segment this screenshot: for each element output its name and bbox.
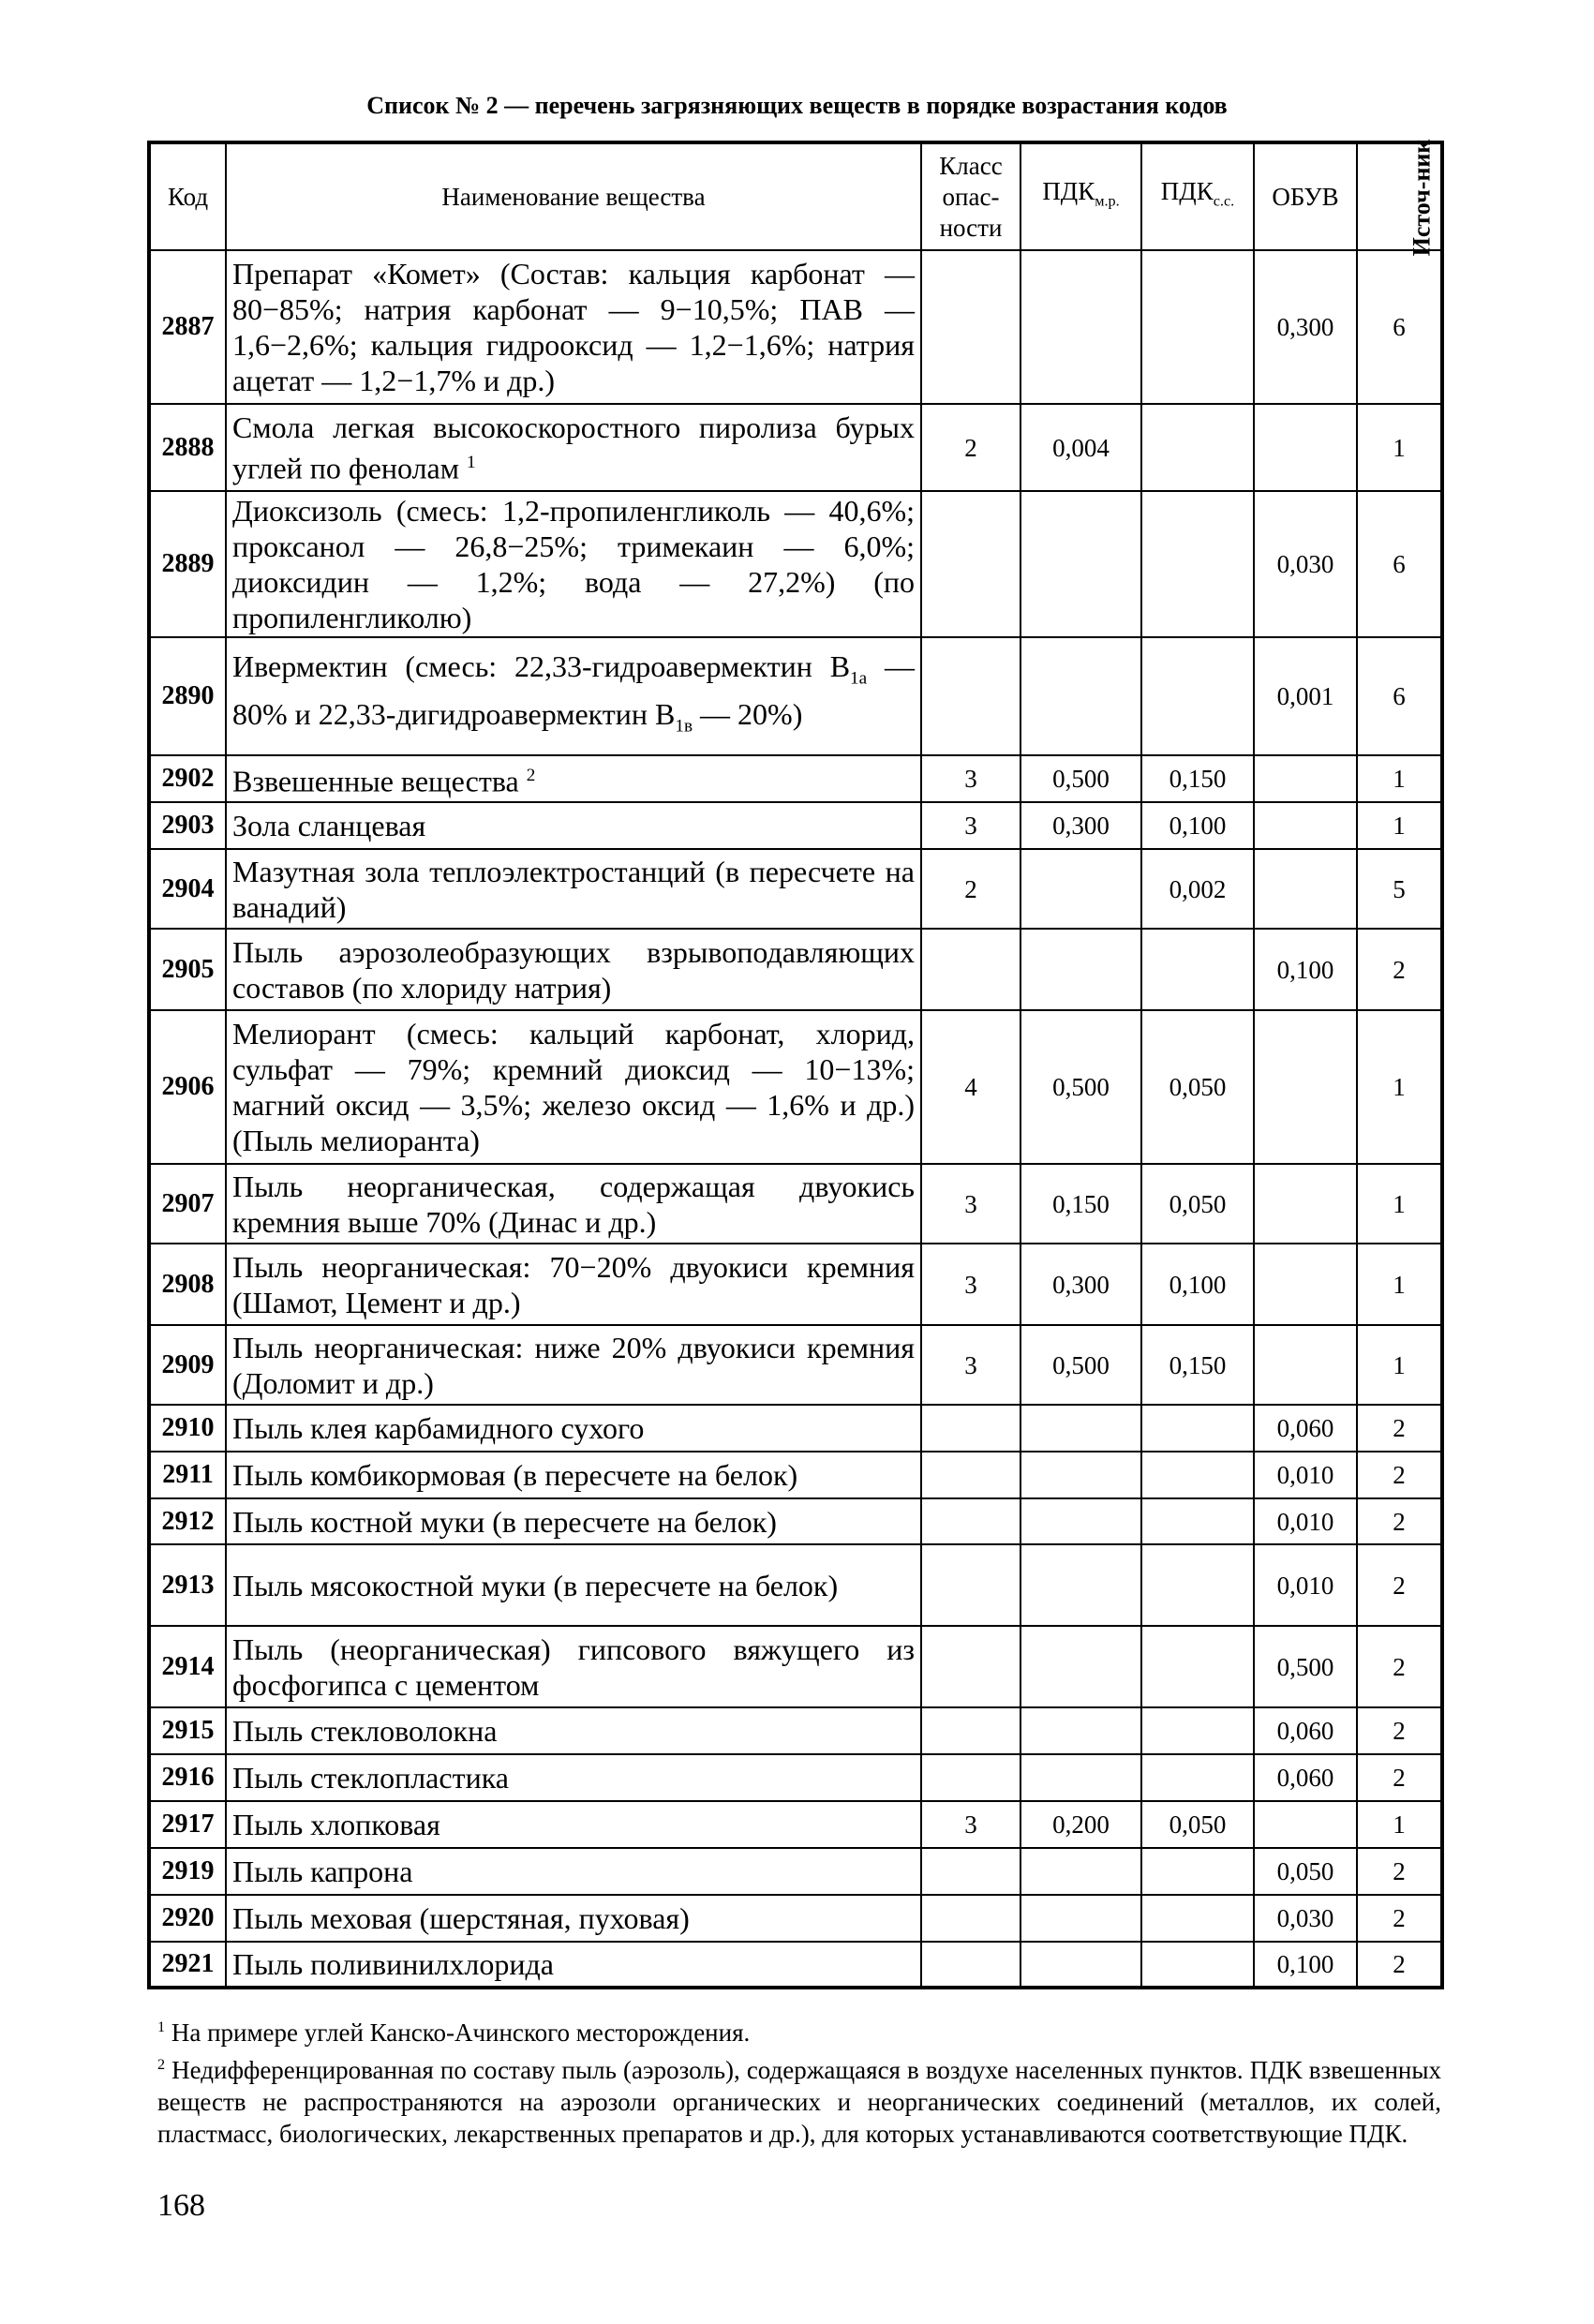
- source: 2: [1357, 1452, 1442, 1498]
- substance-code: 2889: [149, 491, 226, 637]
- pdk-ss: 0,050: [1141, 1010, 1254, 1164]
- source: 2: [1357, 1707, 1442, 1754]
- substance-code: 2906: [149, 1010, 226, 1164]
- source: 2: [1357, 1498, 1442, 1544]
- obuv: 0,100: [1254, 1942, 1357, 1988]
- substance-name-part: Пыль костной муки (в пересчете на белок): [232, 1504, 777, 1539]
- source: 6: [1357, 250, 1442, 404]
- footnote-2: [157, 2048, 1441, 2150]
- substance-name: [226, 802, 921, 849]
- substance-name: [226, 1244, 921, 1325]
- obuv: 0,060: [1254, 1405, 1357, 1452]
- table-row: [149, 1895, 1442, 1942]
- substance-name: [226, 1942, 921, 1988]
- hazard-class: 2: [921, 404, 1020, 491]
- hazard-class: [921, 1848, 1020, 1895]
- hazard-class: [921, 1452, 1020, 1498]
- substance-name: [226, 1452, 921, 1498]
- obuv: 0,030: [1254, 491, 1357, 637]
- hazard-class: 3: [921, 1801, 1020, 1848]
- pdk-ss: [1141, 1848, 1254, 1895]
- substance-name: [226, 1801, 921, 1848]
- substance-name: [226, 1010, 921, 1164]
- obuv: [1254, 404, 1357, 491]
- pdk-ss: [1141, 1895, 1254, 1942]
- pdk-mr: [1020, 250, 1141, 404]
- header-source: [1357, 139, 1442, 256]
- substance-name: [226, 1544, 921, 1626]
- pdk-ss: [1141, 1626, 1254, 1707]
- pdk-ss: 0,002: [1141, 849, 1254, 929]
- pdk-mr: [1020, 1707, 1141, 1754]
- table-row: [149, 1244, 1442, 1325]
- hazard-class: [921, 1895, 1020, 1942]
- page-number: 168: [157, 2188, 205, 2223]
- pdk-mr: [1020, 1942, 1141, 1988]
- substance-name-part: Пыль неорганическая: ниже 20% двуокиси кремния (Доломит и др.): [232, 1330, 915, 1400]
- pdk-ss: [1141, 929, 1254, 1010]
- header-pdk-ss: [1141, 142, 1254, 250]
- substance-code: 2902: [149, 755, 226, 802]
- obuv: 0,010: [1254, 1452, 1357, 1498]
- footnote-mark: 1: [157, 2019, 166, 2035]
- source: 1: [1357, 1164, 1442, 1244]
- table-row: [149, 1164, 1442, 1244]
- substance-code: 2920: [149, 1895, 226, 1942]
- substance-code: 2919: [149, 1848, 226, 1895]
- source: 1: [1357, 802, 1442, 849]
- obuv: 0,300: [1254, 250, 1357, 404]
- pdk-mr: [1020, 1895, 1141, 1942]
- substance-name-part: Пыль аэрозолеобразующих взрывоподавляющих составов (по хлориду натрия): [232, 934, 915, 1005]
- table-row: [149, 637, 1442, 755]
- substance-name: [226, 1325, 921, 1405]
- table-row: [149, 1498, 1442, 1544]
- pdk-mr: [1020, 1405, 1141, 1452]
- source: 2: [1357, 1405, 1442, 1452]
- substance-name-part: Пыль мясокостной муки (в пересчете на белок): [232, 1568, 839, 1602]
- table-row: [149, 1707, 1442, 1754]
- pdk-mr: 0,300: [1020, 802, 1141, 849]
- pdk-mr: 0,300: [1020, 1244, 1141, 1325]
- substance-name: [226, 1498, 921, 1544]
- table-row: [149, 1405, 1442, 1452]
- footnotes: [157, 2011, 1441, 2150]
- source: 1: [1357, 1801, 1442, 1848]
- hazard-class: [921, 1544, 1020, 1626]
- pdk-ss: 0,150: [1141, 755, 1254, 802]
- substance-name-part: Пыль стекловолокна: [232, 1714, 498, 1748]
- obuv: 0,060: [1254, 1754, 1357, 1801]
- pdk-mr: [1020, 1452, 1141, 1498]
- substance-name-part: Пыль клея карбамидного сухого: [232, 1411, 645, 1445]
- source: 2: [1357, 1626, 1442, 1707]
- obuv: [1254, 1164, 1357, 1244]
- substance-name-part: Диоксизоль (смесь: 1,2-пропиленгликоль — 40,6%; проксанол — 26,8−25%; тримекаин — 6,0%; диоксидин — 1,2%; вода — 27,2%) (по пропиленгликолю): [232, 494, 915, 634]
- header-name: Наименование вещества: [226, 142, 921, 250]
- substance-name: [226, 250, 921, 404]
- obuv: [1254, 1010, 1357, 1164]
- table-row: [149, 1452, 1442, 1498]
- substance-code: 2907: [149, 1164, 226, 1244]
- substance-name: [226, 404, 921, 491]
- pdk-ss: [1141, 1544, 1254, 1626]
- obuv: 0,001: [1254, 637, 1357, 755]
- substance-name-part: Зола сланцевая: [232, 809, 426, 842]
- pdk-mr: [1020, 637, 1141, 755]
- pdk-ss: 0,050: [1141, 1801, 1254, 1848]
- table-row: [149, 250, 1442, 404]
- substance-name-part: 1a: [850, 668, 868, 688]
- substance-name-part: 2: [526, 766, 536, 786]
- obuv: [1254, 802, 1357, 849]
- header-pdk-mr-label: ПДК: [1042, 177, 1095, 206]
- table-row: [149, 1754, 1442, 1801]
- pdk-ss: [1141, 491, 1254, 637]
- substance-name: [226, 1405, 921, 1452]
- substance-code: 2903: [149, 802, 226, 849]
- hazard-class: [921, 637, 1020, 755]
- table-header-row: [149, 142, 1442, 250]
- pdk-mr: 0,500: [1020, 1325, 1141, 1405]
- hazard-class: [921, 1498, 1020, 1544]
- substance-name-part: Пыль (неорганическая) гипсового вяжущего из фосфогипса с цементом: [232, 1631, 915, 1702]
- hazard-class: [921, 929, 1020, 1010]
- pdk-mr: 0,500: [1020, 755, 1141, 802]
- substance-code: 2917: [149, 1801, 226, 1848]
- pdk-ss: [1141, 1498, 1254, 1544]
- pdk-ss: [1141, 637, 1254, 755]
- header-obuv: ОБУВ: [1254, 142, 1357, 250]
- substance-name: [226, 1848, 921, 1895]
- substance-name-part: Пыль комбикормовая (в пересчете на белок): [232, 1458, 798, 1492]
- substance-name: [226, 1895, 921, 1942]
- substance-code: 2908: [149, 1244, 226, 1325]
- substance-name-part: 1в: [675, 716, 693, 737]
- pdk-mr: [1020, 929, 1141, 1010]
- substance-name-part: — 80% и 22,33-дигидроавермектин B: [232, 648, 916, 731]
- substance-code: 2910: [149, 1405, 226, 1452]
- hazard-class: 3: [921, 1244, 1020, 1325]
- obuv: [1254, 849, 1357, 929]
- substance-name: [226, 1164, 921, 1244]
- source: 2: [1357, 929, 1442, 1010]
- substance-code: 2914: [149, 1626, 226, 1707]
- table-row: [149, 404, 1442, 491]
- pdk-ss: [1141, 1754, 1254, 1801]
- substance-name: [226, 849, 921, 929]
- substance-name-part: 1: [466, 452, 476, 472]
- table-row: [149, 1848, 1442, 1895]
- source: 6: [1357, 491, 1442, 637]
- substance-name-part: Пыль капрона: [232, 1855, 413, 1888]
- substance-code: 2904: [149, 849, 226, 929]
- pdk-ss: [1141, 404, 1254, 491]
- obuv: 0,010: [1254, 1544, 1357, 1626]
- footnote-text: На примере углей Канско-Ачинского месторождения.: [171, 2019, 751, 2047]
- pdk-mr: [1020, 491, 1141, 637]
- pdk-ss: [1141, 1942, 1254, 1988]
- hazard-class: 2: [921, 849, 1020, 929]
- header-code: Код: [149, 142, 226, 250]
- table-row: [149, 755, 1442, 802]
- substance-name-part: Взвешенные вещества: [232, 764, 527, 798]
- hazard-class: 3: [921, 1164, 1020, 1244]
- pdk-ss: [1141, 1707, 1254, 1754]
- obuv: 0,050: [1254, 1848, 1357, 1895]
- substance-name: [226, 637, 921, 755]
- substance-name-part: — 20%): [693, 697, 803, 731]
- substance-code: 2911: [149, 1452, 226, 1498]
- header-pdk-mr-sub: м.р.: [1095, 192, 1120, 210]
- substance-name: [226, 1754, 921, 1801]
- hazard-class: 3: [921, 802, 1020, 849]
- source: 2: [1357, 1895, 1442, 1942]
- footnote-mark: 2: [157, 2056, 166, 2073]
- substance-name-part: Пыль меховая (шерстяная, пуховая): [232, 1901, 690, 1935]
- table-row: [149, 1626, 1442, 1707]
- hazard-class: [921, 1942, 1020, 1988]
- hazard-class: [921, 1707, 1020, 1754]
- substance-name-part: Мелиорант (смесь: кальций карбонат, хлорид, сульфат — 79%; кремний диоксид — 10−13%; магний оксид — 3,5%; железо оксид — 1,6% и др.) (Пыль мелиоранта): [232, 1017, 915, 1157]
- footnote-text: Недифференцированная по составу пыль (аэрозоль), содержащаяся в воздухе населенных пунктов. ПДК взвешенных веществ не распространяются на аэрозоли органических и неорганических соединений (металлов, их солей, пластмасс, биологических, лекарственных препаратов и др.), для которых устанавливаются соответствующие ПДК.: [157, 2056, 1442, 2148]
- source: 1: [1357, 1325, 1442, 1405]
- pdk-ss: 0,050: [1141, 1164, 1254, 1244]
- obuv: 0,060: [1254, 1707, 1357, 1754]
- source: 2: [1357, 1544, 1442, 1626]
- hazard-class: [921, 1405, 1020, 1452]
- header-pdk-ss-label: ПДК: [1160, 177, 1214, 206]
- table-row: [149, 849, 1442, 929]
- source: 1: [1357, 1244, 1442, 1325]
- pdk-ss: 0,100: [1141, 802, 1254, 849]
- obuv: [1254, 1325, 1357, 1405]
- substance-code: 2916: [149, 1754, 226, 1801]
- table-row: [149, 1544, 1442, 1626]
- table-row: [149, 929, 1442, 1010]
- substance-name-part: Пыль поливинилхлорида: [232, 1947, 554, 1981]
- table-row: [149, 1325, 1442, 1405]
- pdk-mr: [1020, 1544, 1141, 1626]
- header-pdk-mr: [1020, 142, 1141, 250]
- hazard-class: 3: [921, 755, 1020, 802]
- substance-code: 2913: [149, 1544, 226, 1626]
- source: 6: [1357, 637, 1442, 755]
- substance-code: 2888: [149, 404, 226, 491]
- table-row: [149, 491, 1442, 637]
- hazard-class: [921, 491, 1020, 637]
- substance-code: 2912: [149, 1498, 226, 1544]
- source: 2: [1357, 1942, 1442, 1988]
- obuv: [1254, 755, 1357, 802]
- pdk-mr: [1020, 1626, 1141, 1707]
- substance-code: 2909: [149, 1325, 226, 1405]
- pdk-mr: [1020, 1848, 1141, 1895]
- substance-name-part: Пыль неорганическая: 70−20% двуокиси кремния (Шамот, Цемент и др.): [232, 1249, 915, 1319]
- substance-name: [226, 491, 921, 637]
- table-row: [149, 802, 1442, 849]
- substance-code: 2887: [149, 250, 226, 404]
- hazard-class: [921, 250, 1020, 404]
- pdk-ss: [1141, 250, 1254, 404]
- obuv: 0,030: [1254, 1895, 1357, 1942]
- obuv: [1254, 1244, 1357, 1325]
- substance-name-part: Ивермектин (смесь: 22,33-гидроавермектин B: [232, 648, 851, 683]
- substance-name-part: Пыль неорганическая, содержащая двуокись кремния выше 70% (Динас и др.): [232, 1169, 915, 1239]
- pdk-mr: [1020, 1754, 1141, 1801]
- source: 2: [1357, 1754, 1442, 1801]
- substance-name-part: Пыль стеклопластика: [232, 1761, 509, 1795]
- substance-name: [226, 755, 921, 802]
- page-title: Список № 2 — перечень загрязняющих веществ в порядке возрастания кодов: [366, 92, 1228, 119]
- pdk-ss: 0,150: [1141, 1325, 1254, 1405]
- substance-name: [226, 1626, 921, 1707]
- substance-name-part: Смола легкая высокоскоростного пиролиза бурых углей по фенолам: [232, 410, 915, 485]
- substance-code: 2905: [149, 929, 226, 1010]
- substance-code: 2915: [149, 1707, 226, 1754]
- pdk-ss: [1141, 1452, 1254, 1498]
- pdk-mr: 0,004: [1020, 404, 1141, 491]
- pdk-mr: [1020, 849, 1141, 929]
- obuv: 0,010: [1254, 1498, 1357, 1544]
- substance-code: 2890: [149, 637, 226, 755]
- table-body: [149, 250, 1442, 1988]
- hazard-class: [921, 1754, 1020, 1801]
- substance-code: 2921: [149, 1942, 226, 1988]
- pdk-ss: 0,100: [1141, 1244, 1254, 1325]
- hazard-class: 3: [921, 1325, 1020, 1405]
- table-row: [149, 1010, 1442, 1164]
- substance-name: [226, 1707, 921, 1754]
- obuv: 0,500: [1254, 1626, 1357, 1707]
- table-row: [149, 1801, 1442, 1848]
- obuv: [1254, 1801, 1357, 1848]
- pollutants-table: [147, 141, 1444, 1989]
- pdk-mr: 0,200: [1020, 1801, 1141, 1848]
- hazard-class: [921, 1626, 1020, 1707]
- pdk-ss: [1141, 1405, 1254, 1452]
- source: 5: [1357, 849, 1442, 929]
- pdk-mr: [1020, 1498, 1141, 1544]
- hazard-class: 4: [921, 1010, 1020, 1164]
- pdk-mr: 0,150: [1020, 1164, 1141, 1244]
- header-source-label: Источ-ник: [1408, 139, 1436, 256]
- source: 1: [1357, 1010, 1442, 1164]
- source: 2: [1357, 1848, 1442, 1895]
- substance-name-part: Пыль хлопковая: [232, 1808, 440, 1841]
- source: 1: [1357, 755, 1442, 802]
- header-pdk-ss-sub: с.с.: [1213, 192, 1235, 210]
- substance-name: [226, 929, 921, 1010]
- table-row: [149, 1942, 1442, 1988]
- substance-name-part: Препарат «Комет» (Состав: кальция карбонат — 80−85%; натрия карбонат — 9−10,5%; ПАВ — 1,6−2,6%; кальция гидрооксид — 1,2−1,6%; натрия ацетат — 1,2−1,7% и др.): [232, 257, 915, 397]
- source: 1: [1357, 404, 1442, 491]
- pdk-mr: 0,500: [1020, 1010, 1141, 1164]
- substance-name-part: Мазутная зола теплоэлектростанций (в пересчете на ванадий): [232, 854, 915, 924]
- footnote-1: [157, 2011, 1441, 2048]
- header-class: Класс опас-ности: [921, 142, 1020, 250]
- obuv: 0,100: [1254, 929, 1357, 1010]
